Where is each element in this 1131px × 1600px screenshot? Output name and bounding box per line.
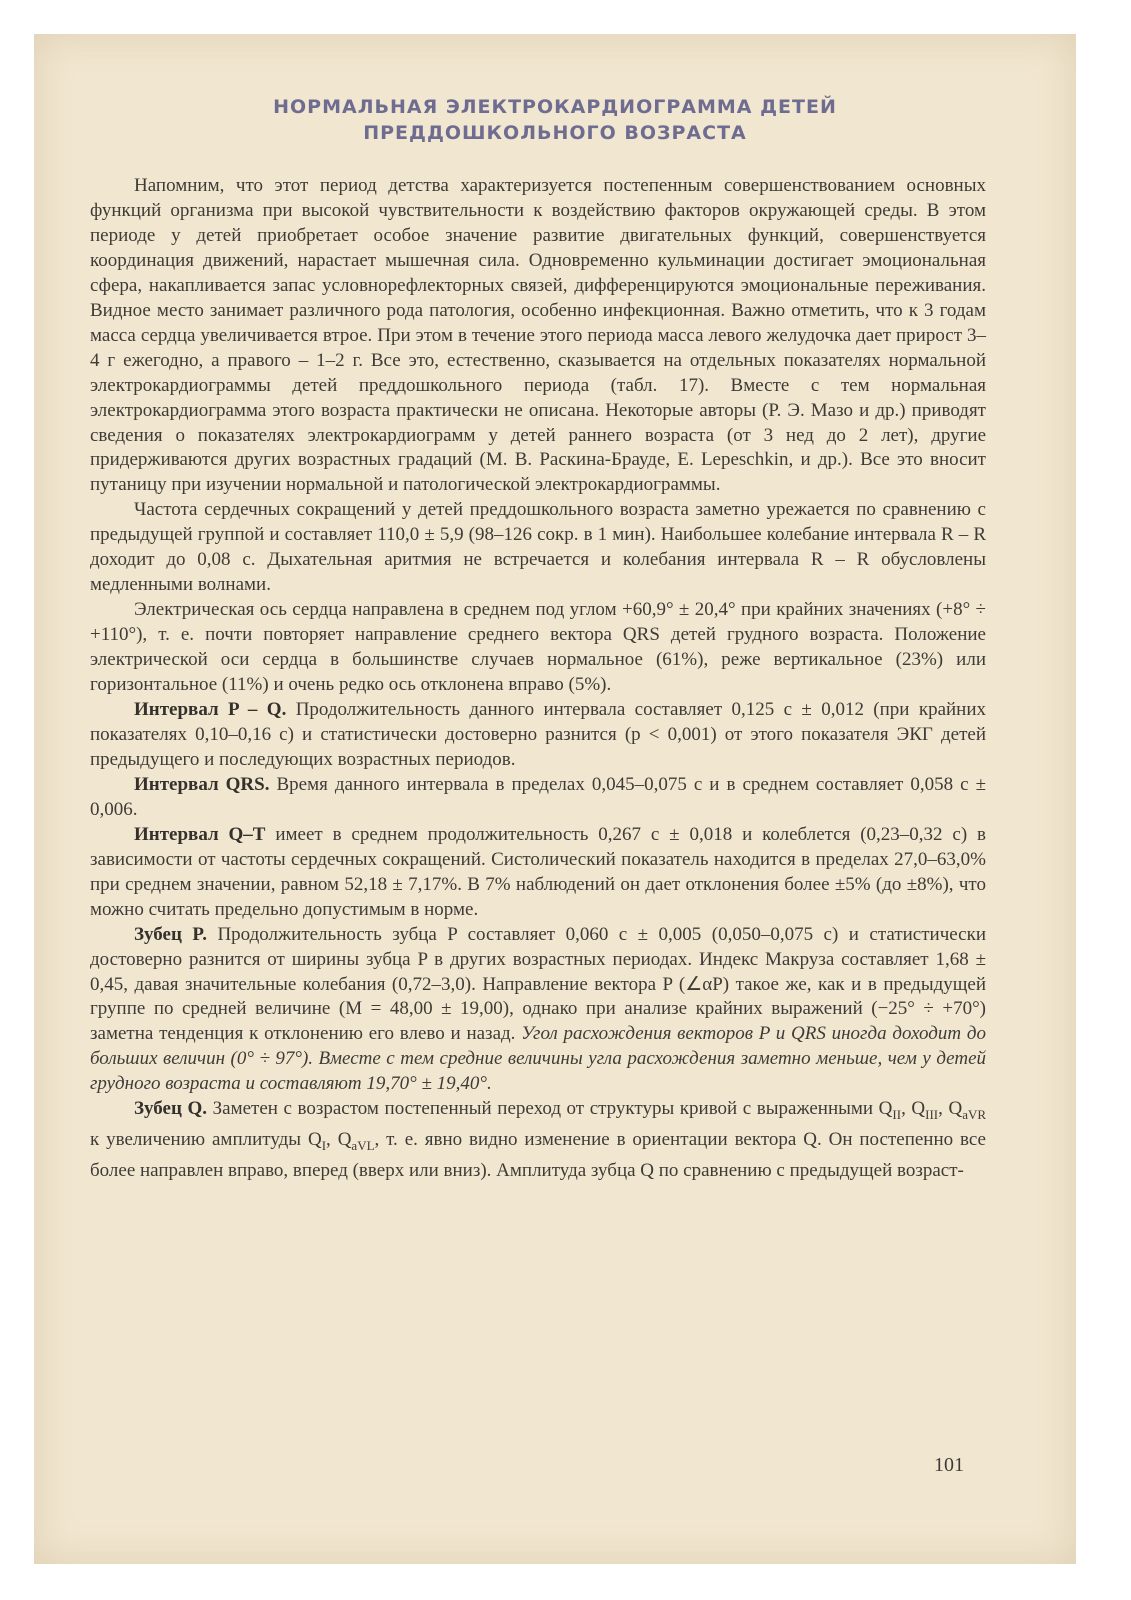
paragraph-p-wave: Зубец P. Продолжительность зубца P составляет 0,060 с ± 0,005 (0,050–0,075 с) и статистически достоверно разнится от ширины зубца P в других возрастных периодах. Индекс Макруза составляет 1,68 ± 0,45, давая значительные колебания (0,72–3,0). Направление вектора P (∠αP) такое же, как и в предыдущей группе по средней величине (M = 48,00 ± 19,00), однако при анализе крайних выражений (−25° ÷ +70°) заметна тенденция к отклонению его влево и назад. Угол расхождения векторов P и QRS иногда доходит до больших величин (0° ÷ 97°). Вместе с тем средние величины угла расхождения заметно меньше, чем у детей грудного возраста и составляют 19,70° ± 19,40°. xyxy=(90,923,987,1095)
paragraph-q-wave xyxy=(90,1097,986,1183)
lead-qrs: Интервал QRS. xyxy=(134,773,270,795)
p-wave-italic-tail: Угол расхождения векторов P и QRS иногда доходит до больших величин (0° ÷ 97°). Вместе с тем средние величины угла расхождения заметно меньше, чем у детей грудного возраста и составляют 19,70° ± 19,40°. xyxy=(90,1023,987,1095)
paragraph-intro: Напомним, что этот период детства характеризуется постепенным совершенствованием основных функций организма при высокой чувствительности к воздействию факторов окружающей среды. В этом периоде у детей приобретает особое значение развитие двигательных функций, совершенствуется координация движений, нарастает мышечная сила. Одновременно кульминации достигает эмоциональная сфера, накапливается запас условнорефлекторных связей, дифференцируются эмоциональные переживания. Видное место занимает различного рода патология, особенно инфекционная. Важно отметить, что к 3 годам масса сердца увеличивается втрое. При этом в течение этого периода масса левого желудочка дает прирост 3–4 г ежегодно, а правого – 1–2 г. Все это, естественно, сказывается на отдельных показателях нормальной электрокардиограммы детей преддошкольного периода (табл. 17). Вместе с тем нормальная электрокардиограмма этого возраста практически не описана. Некоторые авторы (Р. Э. Мазо и др.) приводят сведения о показателях электрокардиограмм у детей раннего возраста (от 3 нед до 2 лет), другие придерживаются других возрастных градаций (М. В. Раскина-Брауде, E. Lepeschkin, и др.). Все это вносит путаницу при изучении нормальной и патологической электрокардиограммы. xyxy=(90,175,986,496)
lead-p-wave: Зубец P. xyxy=(134,923,207,945)
paragraph-heart-rate: Частота сердечных сокращений у детей преддошкольного возраста заметно урежается по сравнению с предыдущей группой и составляет 110,0 ± 5,9 (98–126 сокр. в 1 мин). Наибольшее колебание интервала R – R доходит до 0,08 с. Дыхательная аритмия не встречается и колебания интервала R – R обусловлены медленными волнами. xyxy=(90,499,986,596)
lead-qt: Интервал Q–T xyxy=(134,823,266,845)
paragraph-electric-axis: Электрическая ось сердца направлена в среднем под углом +60,9° ± 20,4° при крайних значениях (+8° ÷ +110°), т. е. почти повторяет направление среднего вектора QRS детей грудного возраста. Положение электрической оси сердца в большинстве случаев нормальное (61%), реже вертикальное (23%) или горизонтальное (11%) и очень редко ось отклонена вправо (5%). xyxy=(90,599,986,696)
page-number: 101 xyxy=(934,1454,964,1476)
lead-q-wave: Зубец Q. xyxy=(134,1098,208,1120)
paragraph-pq-interval: Интервал P – Q. Продолжительность данного интервала составляет 0,125 с ± 0,012 (при крайних показателях 0,10–0,16 с) и статистически достоверно разнится (p < 0,001) от этого показателя ЭКГ детей предыдущего и последующих возрастных периодов. xyxy=(90,699,987,770)
chapter-title xyxy=(34,94,1076,146)
lead-pq: Интервал P – Q. xyxy=(134,699,287,721)
paragraph-qrs-interval: Интервал QRS. Время данного интервала в пределах 0,045–0,075 с и в среднем составляет 0,058 с ± 0,006. xyxy=(90,773,986,820)
q-wave-text: Заметен с возрастом постепенный переход от структуры кривой с выраженными $Q_{II}$, $Q_{III}$, $Q_{aVR}$ к увеличению амплитуды $Q_I$, $Q_{aVL}$, т. е. явно видно изменение в ориентации вектора Q. Он постепенно все более направлен вправо, вперед (вверх или вниз). Амплитуда зубца Q по сравнению с предыдущей возраст- xyxy=(90,1098,987,1181)
title-line-1: НОРМАЛЬНАЯ ЭЛЕКТРОКАРДИОГРАММА ДЕТЕЙ xyxy=(273,96,837,118)
body-text xyxy=(90,174,986,1184)
title-line-2: ПРЕДДОШКОЛЬНОГО ВОЗРАСТА xyxy=(363,122,747,144)
book-page xyxy=(34,34,1076,1564)
paragraph-qt-interval: Интервал Q–T имеет в среднем продолжительность 0,267 с ± 0,018 и колеблется (0,23–0,32 с) в зависимости от частоты сердечных сокращений. Систолический показатель находится в пределах 27,0–63,0% при среднем значении, равном 52,18 ± 7,17%. В 7% наблюдений он дает отклонения более ±5% (до ±8%), что можно считать предельно допустимым в норме. xyxy=(90,823,987,920)
